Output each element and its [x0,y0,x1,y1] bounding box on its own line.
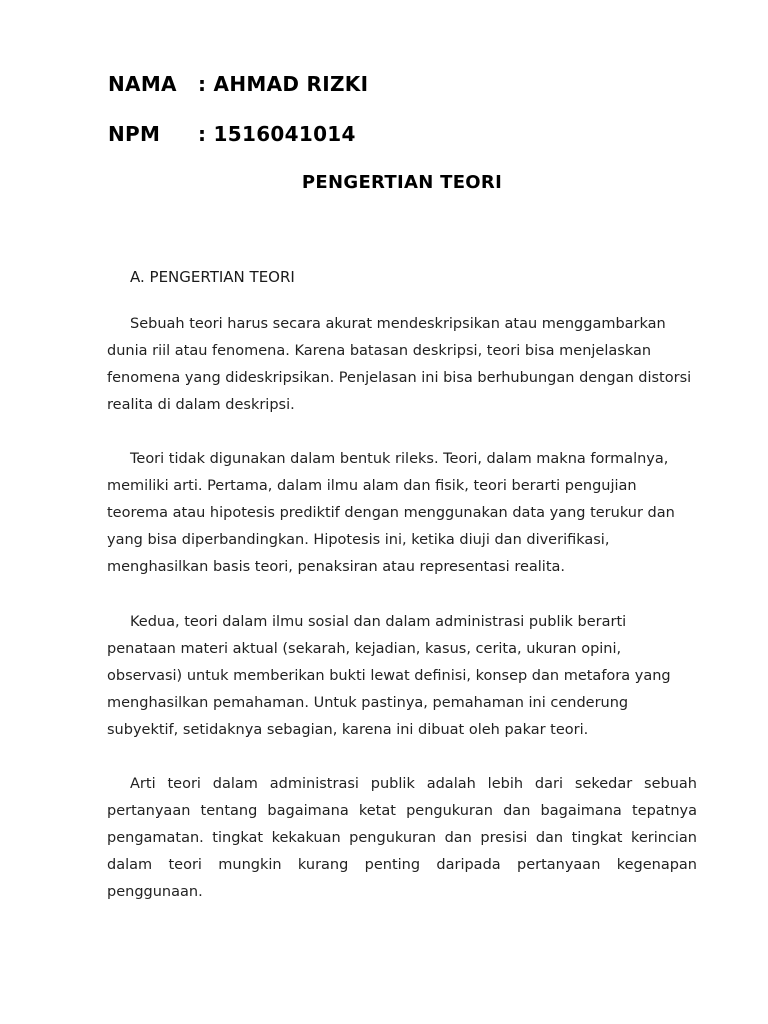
paragraph-2: Teori tidak digunakan dalam bentuk rileks. Teori, dalam makna formalnya, memiliki arti. Pertama, dalam ilmu alam dan fisik, teori berarti pengujian teorema atau hipotesis prediktif dengan menggunakan data yang terukur dan yang bisa diperbandingkan. Hipotesis ini, ketika diuji dan diverifikasi, menghasilkan basis teori, penaksiran atau representasi realita. [107,451,675,575]
name-label: NAMA [108,72,177,96]
npm-label: NPM [108,122,161,146]
paragraph-4: Arti teori dalam administrasi publik adalah lebih dari sekedar sebuah pertanyaan tentang bagaimana ketat pengukuran dan bagaimana tepatnya pengamatan. tingkat kekakuan pengukuran dan presisi dan tingkat kerincian dalam teori mungkin kurang penting daripada pertanyaan kegenapan penggunaan. [107,776,697,900]
npm-row [108,122,356,146]
name-row [108,72,368,96]
section-heading: A. PENGERTIAN TEORI [130,268,295,286]
paragraph-1: Sebuah teori harus secara akurat mendeskripsikan atau menggambarkan dunia riil atau fenomena. Karena batasan deskripsi, teori bisa menjelaskan fenomena yang dideskripsikan. Penjelasan ini bisa berhubungan dengan distorsi realita di dalam deskripsi. [107,316,692,413]
name-value: : AHMAD RIZKI [198,72,369,96]
npm-value: : 1516041014 [198,122,356,146]
paragraph-3: Kedua, teori dalam ilmu sosial dan dalam administrasi publik berarti penataan materi aktual (sekarah, kejadian, kasus, cerita, ukuran opini, observasi) untuk memberikan bukti lewat definisi, konsep dan metafora yang menghasilkan pemahaman. Untuk pastinya, pemahaman ini cenderung subyektif, setidaknya sebagian, karena ini dibuat oleh pakar teori. [107,614,671,738]
document-title: PENGERTIAN TEORI [301,172,503,193]
